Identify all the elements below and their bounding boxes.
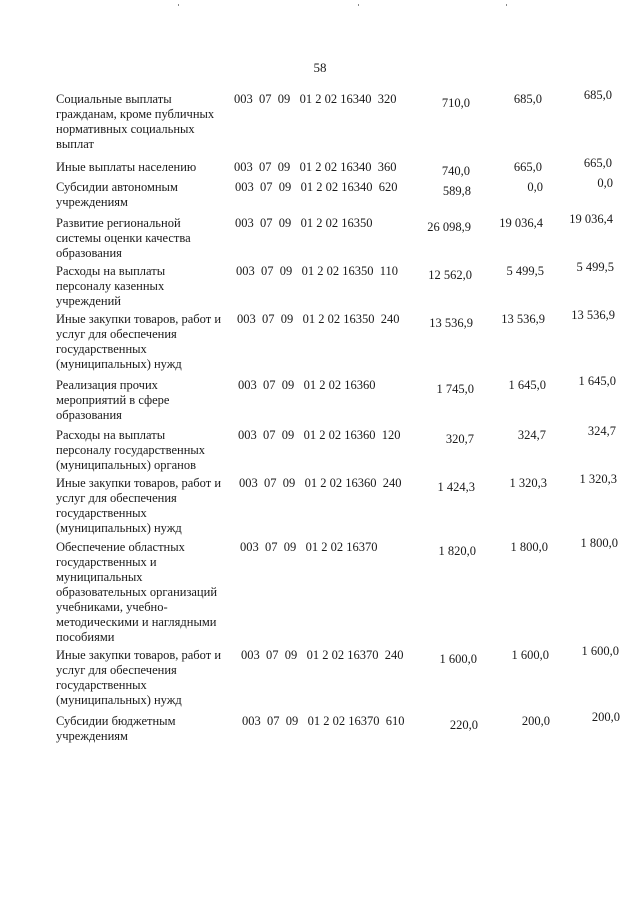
amount-year-1: 13 536,9 bbox=[429, 316, 473, 330]
amount-year-2: 1 645,0 bbox=[508, 378, 546, 392]
amount-year-2: 13 536,9 bbox=[501, 312, 545, 326]
amount-year-2: 1 800,0 bbox=[510, 540, 548, 554]
amount-year-1: 1 424,3 bbox=[437, 480, 475, 494]
amount-year-2: 5 499,5 bbox=[506, 264, 544, 278]
budget-classification-code: 003 07 09 01 2 02 16340 620 bbox=[235, 180, 398, 194]
expense-name: Иные закупки товаров, работ и услуг для обеспечения государственных (муниципальных) нужд bbox=[56, 648, 222, 707]
amount-year-1: 12 562,0 bbox=[428, 268, 472, 282]
amount-year-1: 320,7 bbox=[445, 432, 474, 446]
amount-year-2: 685,0 bbox=[513, 92, 542, 106]
expense-name: Развитие региональной системы оценки качества образования bbox=[56, 216, 191, 260]
amount-year-1: 1 745,0 bbox=[436, 382, 474, 396]
amount-year-3: 5 499,5 bbox=[576, 260, 614, 274]
amount-year-2: 665,0 bbox=[513, 160, 542, 174]
budget-classification-code: 003 07 09 01 2 02 16360 240 bbox=[239, 476, 402, 490]
scan-mark bbox=[506, 4, 507, 6]
expense-name: Иные закупки товаров, работ и услуг для обеспечения государственных (муниципальных) нужд bbox=[56, 476, 222, 535]
page-number: 58 bbox=[313, 60, 327, 75]
amount-year-3: 685,0 bbox=[583, 88, 612, 102]
amount-year-1: 710,0 bbox=[441, 96, 470, 110]
amount-year-3: 13 536,9 bbox=[571, 308, 615, 322]
budget-classification-code: 003 07 09 01 2 02 16370 bbox=[240, 540, 378, 554]
amount-year-2: 19 036,4 bbox=[499, 216, 543, 230]
amount-year-1: 1 820,0 bbox=[438, 544, 476, 558]
amount-year-2: 1 320,3 bbox=[509, 476, 547, 490]
expense-name: Обеспечение областных государственных и муниципальных образовательных организаций учебниками, учебно- методическими и наглядными пособиями bbox=[56, 540, 218, 644]
budget-classification-code: 003 07 09 01 2 02 16340 320 bbox=[234, 92, 397, 106]
amount-year-3: 19 036,4 bbox=[569, 212, 613, 226]
amount-year-2: 0,0 bbox=[527, 180, 543, 194]
amount-year-1: 26 098,9 bbox=[427, 220, 471, 234]
expense-name: Расходы на выплаты персоналу казенных учреждений bbox=[56, 264, 166, 308]
budget-classification-code: 003 07 09 01 2 02 16370 610 bbox=[242, 714, 405, 728]
amount-year-1: 220,0 bbox=[449, 718, 478, 732]
expense-name: Иные выплаты населению bbox=[56, 160, 197, 174]
budget-classification-code: 003 07 09 01 2 02 16350 bbox=[235, 216, 373, 230]
expense-name: Иные закупки товаров, работ и услуг для обеспечения государственных (муниципальных) нужд bbox=[56, 312, 222, 371]
expense-name: Субсидии автономным учреждениям bbox=[56, 180, 178, 209]
amount-year-2: 200,0 bbox=[521, 714, 550, 728]
budget-classification-code: 003 07 09 01 2 02 16350 110 bbox=[236, 264, 399, 278]
amount-year-1: 740,0 bbox=[441, 164, 470, 178]
expense-name: Расходы на выплаты персоналу государственных (муниципальных) органов bbox=[56, 428, 206, 472]
amount-year-2: 324,7 bbox=[517, 428, 546, 442]
amount-year-1: 1 600,0 bbox=[439, 652, 477, 666]
amount-year-3: 1 320,3 bbox=[579, 472, 617, 486]
expense-name: Субсидии бюджетным учреждениям bbox=[56, 714, 176, 743]
amount-year-3: 200,0 bbox=[591, 710, 620, 724]
amount-year-3: 1 800,0 bbox=[580, 536, 618, 550]
scan-mark bbox=[178, 4, 179, 6]
amount-year-3: 1 600,0 bbox=[581, 644, 619, 658]
budget-classification-code: 003 07 09 01 2 02 16370 240 bbox=[241, 648, 404, 662]
amount-year-1: 589,8 bbox=[442, 184, 471, 198]
budget-classification-code: 003 07 09 01 2 02 16340 360 bbox=[234, 160, 397, 174]
expense-name: Социальные выплаты гражданам, кроме публичных нормативных социальных выплат bbox=[56, 92, 215, 151]
budget-classification-code: 003 07 09 01 2 02 16350 240 bbox=[237, 312, 400, 326]
amount-year-2: 1 600,0 bbox=[511, 648, 549, 662]
amount-year-3: 324,7 bbox=[587, 424, 616, 438]
scan-mark bbox=[358, 4, 359, 6]
expense-name: Реализация прочих мероприятий в сфере образования bbox=[56, 378, 170, 422]
amount-year-3: 665,0 bbox=[583, 156, 612, 170]
amount-year-3: 0,0 bbox=[597, 176, 613, 190]
amount-year-3: 1 645,0 bbox=[578, 374, 616, 388]
budget-classification-code: 003 07 09 01 2 02 16360 120 bbox=[238, 428, 401, 442]
budget-classification-code: 003 07 09 01 2 02 16360 bbox=[238, 378, 376, 392]
